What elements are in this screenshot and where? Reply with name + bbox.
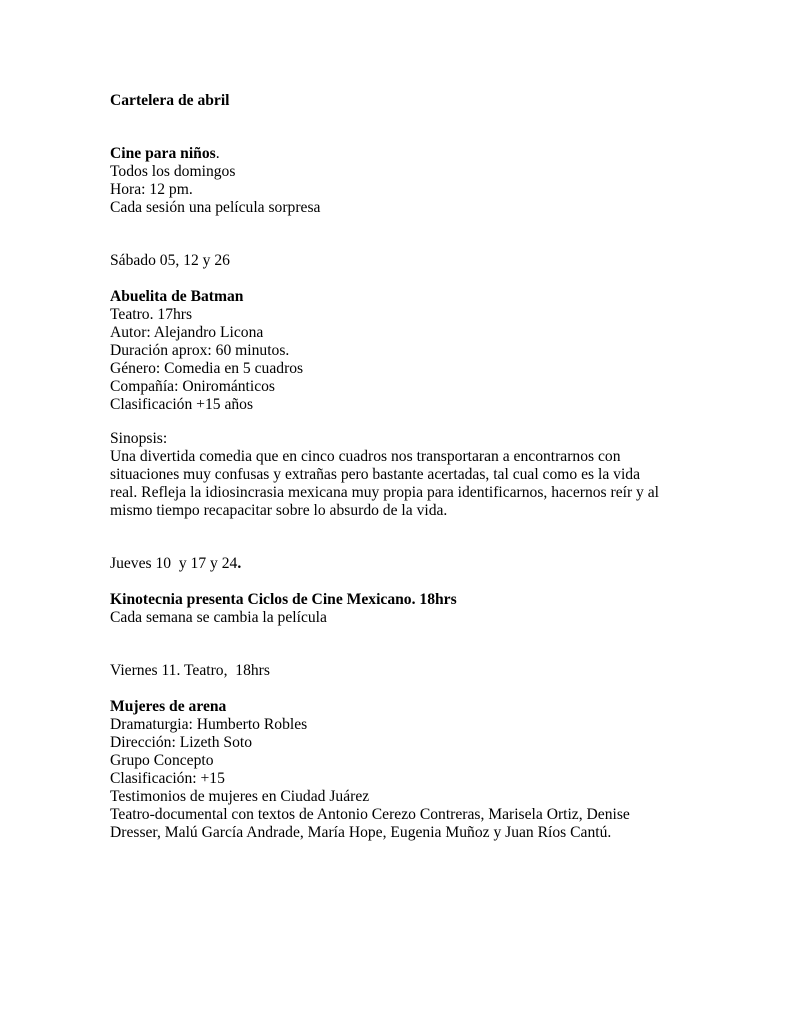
cine-line: Todos los domingos [110,163,236,180]
cine-heading-punct: . [215,145,220,162]
abuelita-section [110,288,690,414]
mujeres-section [110,698,690,842]
kinotecnia-section [110,591,690,627]
sinopsis-line: situaciones muy confusas y extrañas pero bastante acertadas, tal cual como es la vida [110,466,640,483]
cine-heading [110,145,690,163]
kinotecnia-date [110,555,690,573]
abuelita-line: Género: Comedia en 5 cuadros [110,360,304,377]
abuelita-date: Sábado 05, 12 y 26 [110,252,230,269]
kinotecnia-heading: Kinotecnia presenta Ciclos de Cine Mexicano. 18hrs [110,591,457,608]
document-title: Cartelera de abril [110,92,230,109]
mujeres-heading: Mujeres de arena [110,698,227,715]
kinotecnia-line: Cada semana se cambia la película [110,609,327,626]
abuelita-heading: Abuelita de Batman [110,288,244,305]
kinotecnia-date-text: Jueves 10 y 17 y 24 [110,555,238,572]
abuelita-line: Duración aprox: 60 minutos. [110,342,290,359]
document-title-block [110,92,690,110]
cine-line: Cada sesión una película sorpresa [110,199,321,216]
sinopsis-section [110,430,690,520]
kinotecnia-date-punct: . [237,555,242,572]
mujeres-line: Dirección: Lizeth Soto [110,734,253,751]
mujeres-line: Testimonios de mujeres en Ciudad Juárez [110,788,370,805]
cine-heading-text: Cine para niños [110,145,216,162]
mujeres-line: Clasificación: +15 [110,770,225,787]
mujeres-date: Viernes 11. Teatro, 18hrs [110,662,270,679]
mujeres-line: Grupo Concepto [110,752,214,769]
abuelita-line: Compañía: Onirománticos [110,378,276,395]
sinopsis-label: Sinopsis: [110,430,168,447]
mujeres-line: Dramaturgia: Humberto Robles [110,716,308,733]
cine-section [110,145,690,217]
sinopsis-line: Una divertida comedia que en cinco cuadros nos transportaran a encontrarnos con [110,448,621,465]
abuelita-line: Teatro. 17hrs [110,306,193,323]
abuelita-line: Autor: Alejandro Licona [110,324,264,341]
sinopsis-line: mismo tiempo recapacitar sobre lo absurdo de la vida. [110,502,448,519]
sinopsis-line: real. Refleja la idiosincrasia mexicana muy propia para identificarnos, hacernos reír y al [110,484,660,501]
abuelita-line: Clasificación +15 años [110,396,254,413]
cine-line: Hora: 12 pm. [110,181,193,198]
mujeres-date-block [110,662,690,680]
mujeres-line: Teatro-documental con textos de Antonio Cerezo Contreras, Marisela Ortiz, Denise [110,806,630,823]
kinotecnia-date-block [110,555,690,573]
abuelita-date-block [110,252,690,270]
mujeres-line: Dresser, Malú García Andrade, María Hope, Eugenia Muñoz y Juan Ríos Cantú. [110,824,612,841]
